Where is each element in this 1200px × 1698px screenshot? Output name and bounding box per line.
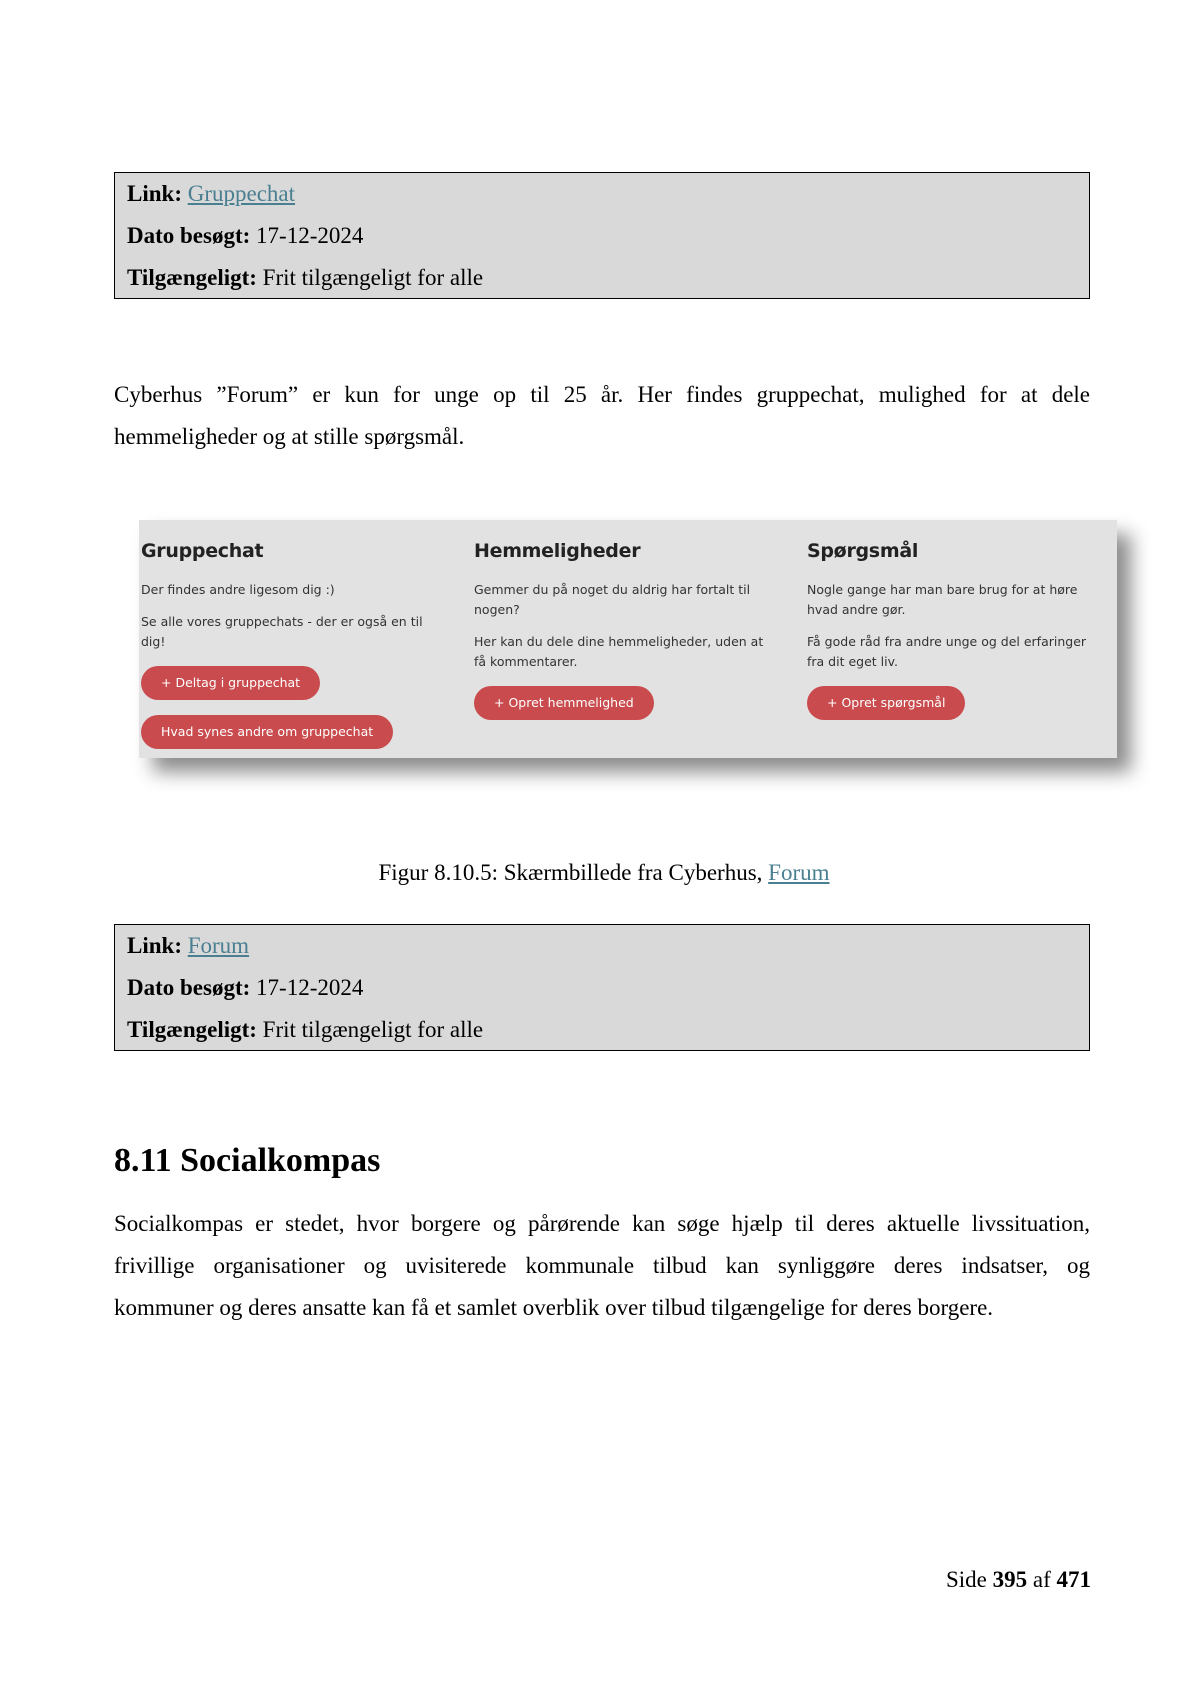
create-secret-button[interactable]: + Opret hemmelighed [474,686,654,720]
caption-text: Figur 8.10.5: Skærmbillede fra Cyberhus, [378,860,769,885]
date-row [127,215,1077,257]
page-of: af [1032,1567,1051,1592]
paragraph-line: frivillige organisationer og uvisiterede kommunale tilbud kan synliggøre deres indsatser, og [114,1253,1090,1278]
section-heading: 8.11 Socialkompas [114,1142,381,1179]
groupchat-opinions-button[interactable]: Hvad synes andre om gruppechat [141,715,393,749]
date-value: 17-12-2024 [256,223,364,248]
paragraph-line: Socialkompas er stedet, hvor borgere og pårørende kan søge hjælp til deres aktuelle livssituation, [114,1211,1090,1236]
access-value: Frit tilgængeligt for alle [262,1017,484,1042]
paragraph-line: kommuner og deres ansatte kan få et samlet overblik over tilbud tilgængelige for deres borgere. [114,1295,994,1320]
intro-line: hemmeligheder og at stille spørgsmål. [114,424,465,449]
access-label: Tilgængeligt: [127,1017,257,1042]
date-label: Dato besøgt: [127,223,251,248]
access-row [127,1009,1077,1051]
forum-caption-link[interactable]: Forum [768,860,830,885]
column-text: Der findes andre ligesom dig :) [141,582,335,597]
date-row [127,967,1077,1009]
column-text: Nogle gange har man bare brug for at høre hvad andre gør. [807,582,1078,617]
column-text: Her kan du dele dine hemmeligheder, uden at få kommentarer. [474,634,764,669]
info-box-forum [114,924,1090,1051]
column-title: Spørgsmål [807,540,919,562]
page-number [946,1564,1091,1596]
total-pages: 471 [1056,1567,1091,1592]
column-title: Hemmeligheder [474,540,641,562]
access-label: Tilgængeligt: [127,265,257,290]
link-row [127,925,1077,967]
link-row [127,173,1077,215]
gruppechat-link[interactable]: Gruppechat [187,181,296,206]
create-question-button[interactable]: + Opret spørgsmål [807,686,965,720]
access-row [127,257,1077,299]
date-value: 17-12-2024 [256,975,364,1000]
forum-screenshot [139,520,1117,758]
column-title: Gruppechat [141,540,264,562]
socialkompas-paragraph [114,1203,1090,1329]
join-groupchat-button[interactable]: + Deltag i gruppechat [141,666,320,700]
link-label: Link: [127,181,182,206]
page-prefix: Side [945,1567,987,1592]
current-page: 395 [992,1567,1028,1592]
intro-paragraph [114,374,1090,458]
info-box-gruppechat [114,172,1090,299]
link-label: Link: [127,933,182,958]
gruppechat-column [141,540,441,749]
column-text: Gemmer du på noget du aldrig har fortalt til nogen? [474,582,751,617]
column-text: Få gode råd fra andre unge og del erfaringer fra dit eget liv. [807,634,1087,669]
figure-caption [0,852,1200,894]
intro-line: Cyberhus ”Forum” er kun for unge op til 25 år. Her findes gruppechat, mulighed for at dele [114,382,1090,407]
spoergsmaal-column [807,540,1107,720]
hemmeligheder-column [474,540,774,720]
access-value: Frit tilgængeligt for alle [262,265,484,290]
forum-link[interactable]: Forum [187,933,250,958]
column-text: Se alle vores gruppechats - der er også en til dig! [141,614,423,649]
date-label: Dato besøgt: [127,975,251,1000]
